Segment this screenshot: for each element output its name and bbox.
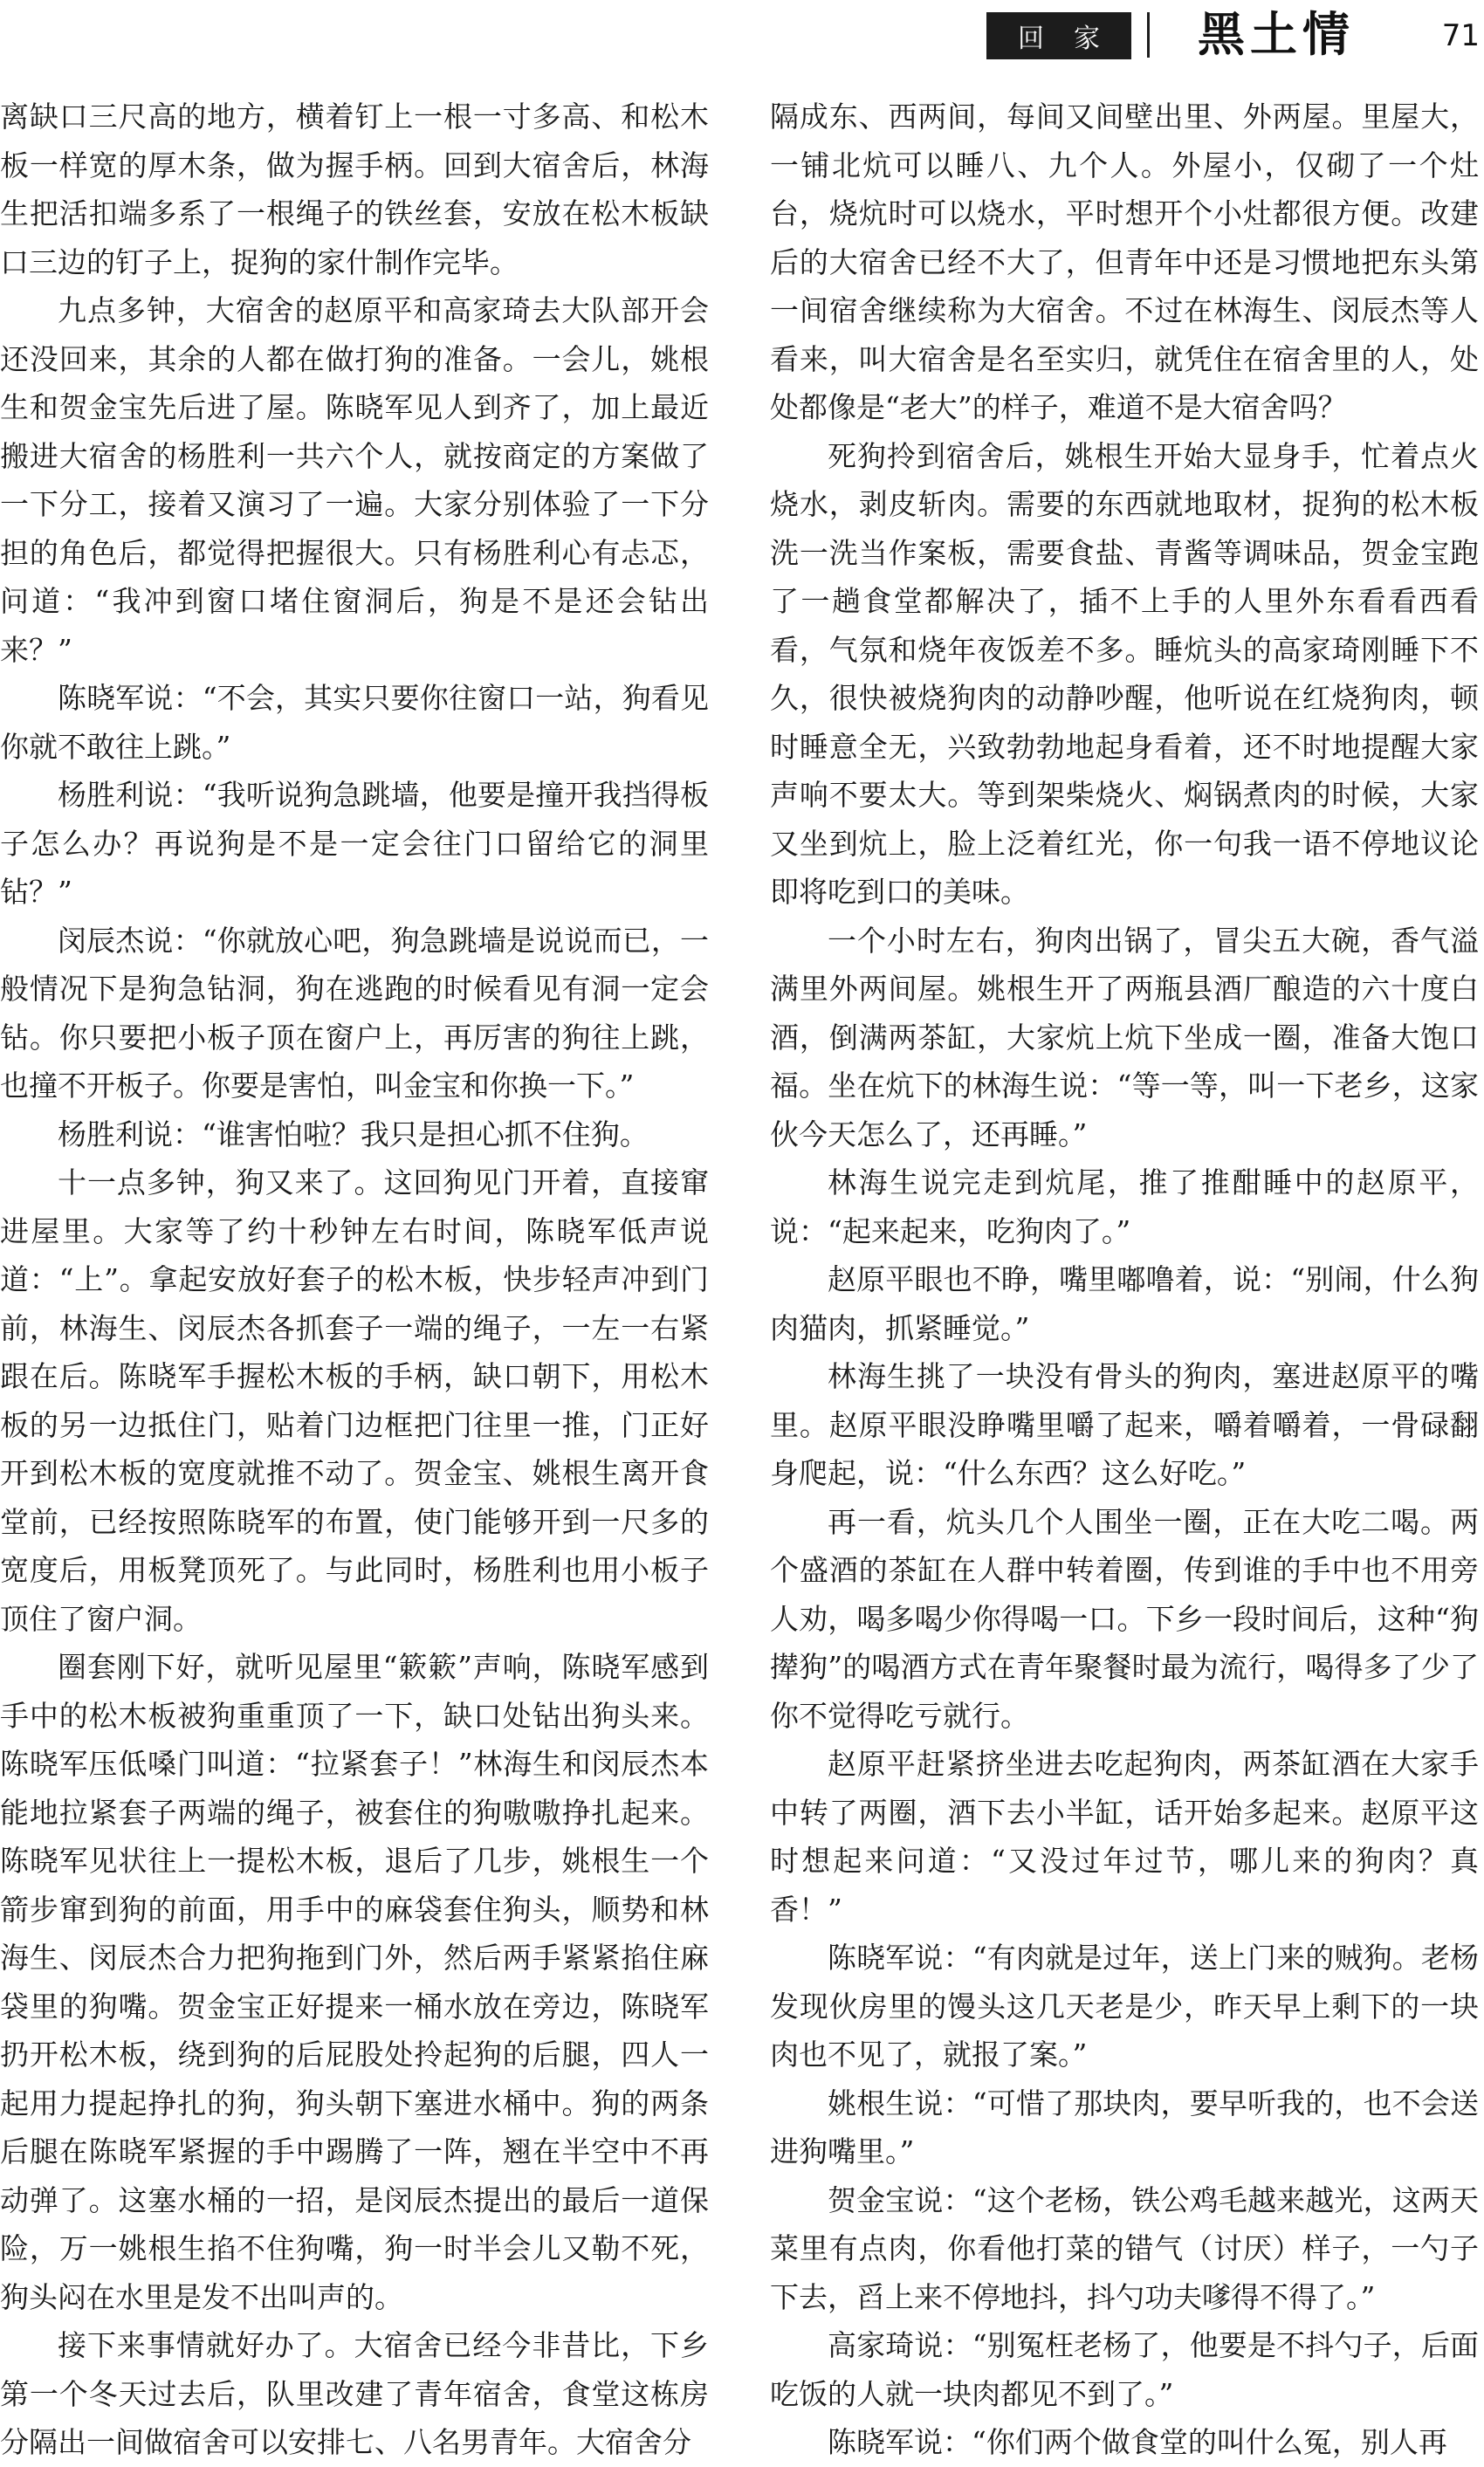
paragraph: 林海生挑了一块没有骨头的狗肉，塞进赵原平的嘴里。赵原平眼没睁嘴里嚼了起来，嚼着嚼着，一骨碌翻身爬起，说：“什么东西？这么好吃。”: [770, 1359, 1479, 1490]
paragraph: 闵辰杰说：“你就放心吧，狗急跳墙是说说而已，一般情况下是狗急钻洞，狗在逃跑的时候看见有洞一定会钻。你只要把小板子顶在窗户上，再厉害的狗往上跳，也撞不开板子。你要是害怕，叫金宝和你换一下。”: [0, 923, 709, 1103]
paragraph: 十一点多钟，狗又来了。这回狗见门开着，直接窜进屋里。大家等了约十秒钟左右时间，陈晓军低声说道：“上”。拿起安放好套子的松木板，快步轻声冲到门前，林海生、闵辰杰各抓套子一端的绳子，一左一右紧跟在后。陈晓军手握松木板的手柄，缺口朝下，用松木板的另一边抵住门，贴着门边框把门往里一推，门正好开到松木板的宽度就推不动了。贺金宝、姚根生离开食堂前，已经按照陈晓军的布置，使门能够开到一尺多的宽度后，用板凳顶死了。与此同时，杨胜利也用小板子顶住了窗户洞。: [0, 1165, 709, 1636]
paragraph: 接下来事情就好办了。大宿舍已经今非昔比，下乡第一个冬天过去后，队里改建了青年宿舍，食堂这栋房分隔出一间做宿舍可以安排七、八名男青年。大宿舍分: [0, 2328, 709, 2459]
paragraph: 陈晓军说：“有肉就是过年，送上门来的贼狗。老杨发现伙房里的馒头这几天老是少，昨天早上剩下的一块肉也不见了，就报了案。”: [770, 1941, 1479, 2072]
paragraph: 杨胜利说：“我听说狗急跳墙，他要是撞开我挡得板子怎么办？再说狗是不是一定会往门口留给它的洞里钻？”: [0, 778, 709, 909]
header-divider: [1147, 12, 1150, 58]
paragraph: 赵原平眼也不睁，嘴里嘟噜着，说：“别闹，什么狗肉猫肉，抓紧睡觉。”: [770, 1262, 1479, 1345]
paragraph: 高家琦说：“别冤枉老杨了，他要是不抖勺子，后面吃饭的人就一块肉都见不到了。”: [770, 2328, 1479, 2411]
page-number: 71: [1441, 18, 1480, 53]
paragraph: 陈晓军说：“你们两个做食堂的叫什么冤，别人再: [828, 2425, 1447, 2459]
paragraph: 杨胜利说：“谁害怕啦？我只是担心抓不住狗。: [58, 1117, 649, 1151]
left-column: [0, 93, 709, 2467]
paragraph: 陈晓军说：“不会，其实只要你往窗口一站，狗看见你就不敢往上跳。”: [0, 681, 709, 764]
paragraph: 贺金宝说：“这个老杨，铁公鸡毛越来越光，这两天菜里有点肉，你看他打菜的错气（讨厌）样子，一勺子下去，舀上来不停地抖，抖勺功夫嗲得不得了。”: [770, 2182, 1479, 2314]
magazine-brand: 黑土情: [1198, 6, 1355, 62]
paragraph: 死狗拎到宿舍后，姚根生开始大显身手，忙着点火烧水，剥皮斩肉。需要的东西就地取材，捉狗的松木板洗一洗当作案板，需要食盐、青酱等调味品，贺金宝跑了一趟食堂都解决了，插不上手的人里外东看看西看看，气氛和烧年夜饭差不多。睡炕头的高家琦刚睡下不久，很快被烧狗肉的动静吵醒，他听说在红烧狗肉，顿时睡意全无，兴致勃勃地起身看着，还不时地提醒大家声响不要太大。等到架柴烧火、焖锅煮肉的时候，大家又坐到炕上，脸上泛着红光，你一句我一语不停地议论即将吃到口的美味。: [770, 438, 1479, 909]
paragraph: 再一看，炕头几个人围坐一圈，正在大吃二喝。两个盛酒的茶缸在人群中转着圈，传到谁的手中也不用旁人劝，喝多喝少你得喝一口。下乡一段时间后，这种“狗撵狗”的喝酒方式在青年聚餐时最为流行，喝得多了少了你不觉得吃亏就行。: [770, 1504, 1479, 1733]
paragraph: 九点多钟，大宿舍的赵原平和高家琦去大队部开会还没回来，其余的人都在做打狗的准备。一会儿，姚根生和贺金宝先后进了屋。陈晓军见人到齐了，加上最近搬进大宿舍的杨胜利一共六个人，就按商定的方案做了一下分工，接着又演习了一遍。大家分别体验了一下分担的角色后，都觉得把握很大。只有杨胜利心有忐忑，问道：“我冲到窗口堵住窗洞后，狗是不是还会钻出来？”: [0, 293, 709, 667]
paragraph: 隔成东、西两间，每间又间壁出里、外两屋。里屋大，一铺北炕可以睡八、九个人。外屋小，仅砌了一个灶台，烧炕时可以烧水，平时想开个小灶都很方便。改建后的大宿舍已经不大了，但青年中还是习惯地把东头第一间宿舍继续称为大宿舍。不过在林海生、闵辰杰等人看来，叫大宿舍是名至实归，就凭住在宿舍里的人，处处都像是“老大”的样子，难道不是大宿舍吗？: [770, 100, 1479, 424]
right-column: [770, 93, 1479, 2467]
paragraph: 离缺口三尺高的地方，横着钉上一根一寸多高、和松木板一样宽的厚木条，做为握手柄。回到大宿舍后，林海生把活扣端多系了一根绳子的铁丝套，安放在松木板缺口三边的钉子上，捉狗的家什制作完毕。: [0, 100, 709, 279]
paragraph: 林海生说完走到炕尾，推了推酣睡中的赵原平，说：“起来起来，吃狗肉了。”: [770, 1165, 1479, 1248]
paragraph: 赵原平赶紧挤坐进去吃起狗肉，两茶缸酒在大家手中转了两圈，酒下去小半缸，话开始多起来。赵原平这时想起来问道：“又没过年过节，哪儿来的狗肉？真香！”: [770, 1747, 1479, 1927]
section-tag: 回家: [986, 12, 1131, 59]
paragraph: 姚根生说：“可惜了那块肉，要早听我的，也不会送进狗嘴里。”: [770, 2086, 1479, 2168]
paragraph: 圈套刚下好，就听见屋里“簌簌”声响，陈晓军感到手中的松木板被狗重重顶了一下，缺口处钻出狗头来。陈晓军压低嗓门叫道：“拉紧套子！”林海生和闵辰杰本能地拉紧套子两端的绳子，被套住的狗嗷嗷挣扎起来。陈晓军见状往上一提松木板，退后了几步，姚根生一个箭步窜到狗的前面，用手中的麻袋套住狗头，顺势和林海生、闵辰杰合力把狗拖到门外，然后两手紧紧掐住麻袋里的狗嘴。贺金宝正好提来一桶水放在旁边，陈晓军扔开松木板，绕到狗的后屁股处拎起狗的后腿，四人一起用力提起挣扎的狗，狗头朝下塞进水桶中。狗的两条后腿在陈晓军紧握的手中踢腾了一阵，翘在半空中不再动弹了。这塞水桶的一招，是闵辰杰提出的最后一道保险，万一姚根生掐不住狗嘴，狗一时半会儿又勒不死，狗头闷在水里是发不出叫声的。: [0, 1650, 709, 2314]
paragraph: 一个小时左右，狗肉出锅了，冒尖五大碗，香气溢满里外两间屋。姚根生开了两瓶县酒厂酿造的六十度白酒，倒满两茶缸，大家炕上炕下坐成一圈，准备大饱口福。坐在炕下的林海生说：“等一等，叫一下老乡，这家伙今天怎么了，还再睡。”: [770, 923, 1479, 1151]
